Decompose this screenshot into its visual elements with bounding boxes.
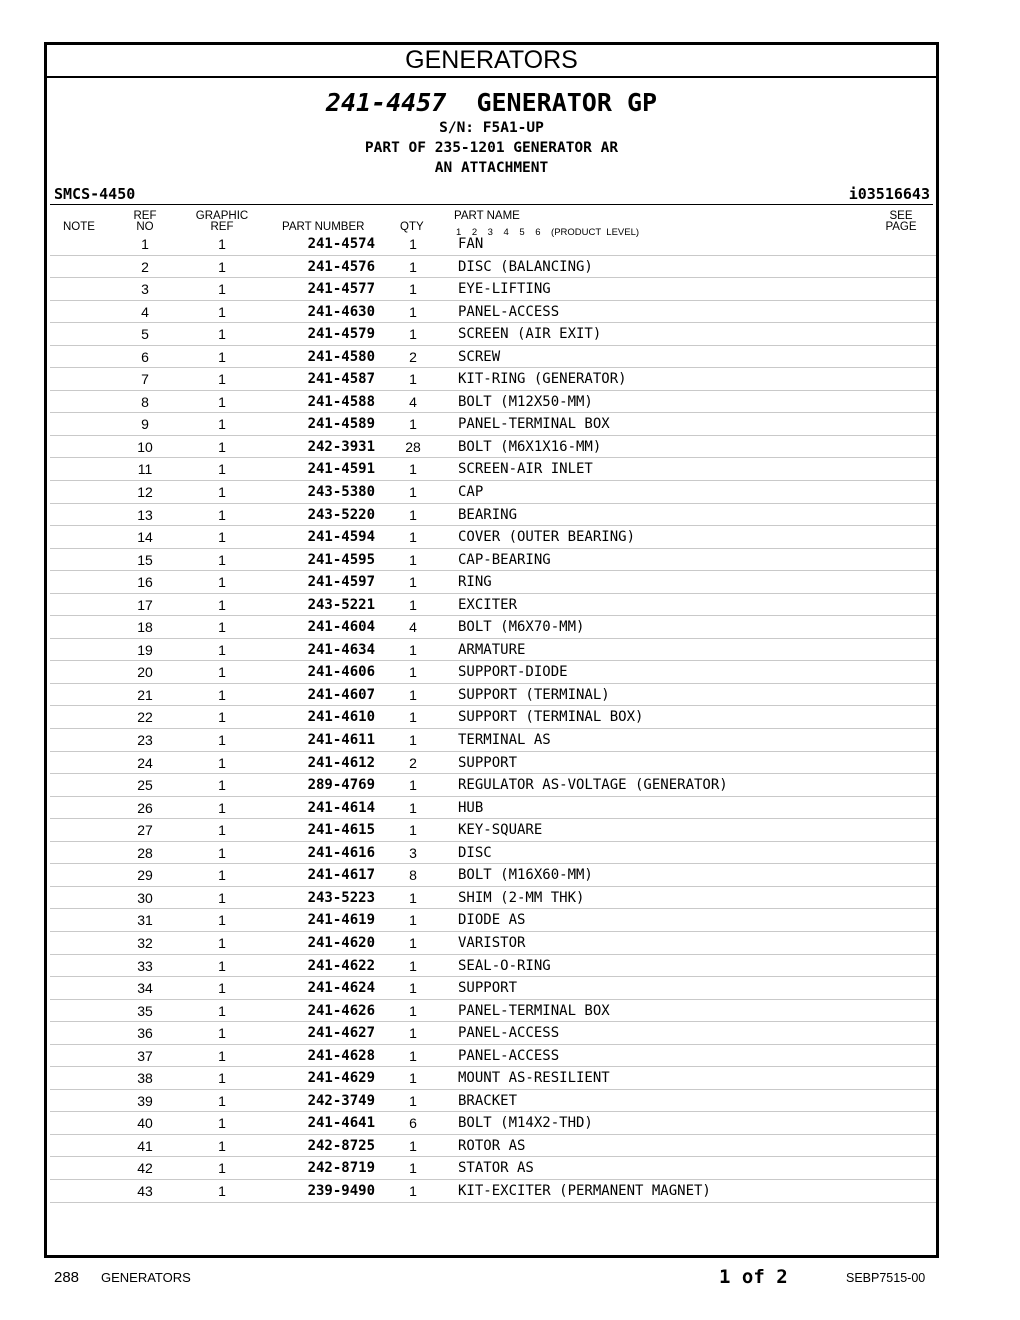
table-row <box>50 1180 936 1203</box>
part-number-link[interactable]: 241-4589 <box>307 416 375 433</box>
quantity: 1 <box>409 1070 417 1087</box>
graphic-ref: 1 <box>218 1002 226 1019</box>
part-number-link[interactable]: 241-4597 <box>307 574 375 591</box>
part-number-link[interactable]: 241-4617 <box>307 867 375 884</box>
ref-no: 18 <box>137 619 153 636</box>
ref-no: 3 <box>141 281 149 298</box>
quantity: 1 <box>409 1047 417 1064</box>
part-number-link[interactable]: 241-4620 <box>307 934 375 951</box>
footer-doc-id: SEBP7515-00 <box>846 1271 926 1285</box>
graphic-ref: 1 <box>218 664 226 681</box>
table-row <box>50 864 936 887</box>
table-row <box>50 323 936 346</box>
graphic-ref: 1 <box>218 281 226 298</box>
part-number-link[interactable]: 241-4576 <box>307 258 375 275</box>
table-row <box>50 346 936 369</box>
ref-no: 25 <box>137 777 153 794</box>
table-row <box>50 526 936 549</box>
table-row <box>50 1157 936 1180</box>
table-row <box>50 842 936 865</box>
quantity: 1 <box>409 822 417 839</box>
graphic-ref: 1 <box>218 371 226 388</box>
quantity: 1 <box>409 596 417 613</box>
quantity: 1 <box>409 236 417 252</box>
part-name: KEY-SQUARE <box>458 822 543 839</box>
ref-no: 21 <box>137 686 153 703</box>
graphic-ref: 1 <box>218 732 226 749</box>
table-row <box>50 571 936 594</box>
part-name: BOLT (M6X1X16-MM) <box>458 438 602 455</box>
quantity: 1 <box>409 980 417 997</box>
quantity: 1 <box>409 1025 417 1042</box>
part-name: PANEL-ACCESS <box>458 303 560 320</box>
part-number-link[interactable]: 241-4604 <box>307 619 375 636</box>
col-graphic-top: GRAPHIC <box>195 210 249 222</box>
part-name: BOLT (M6X70-MM) <box>458 619 585 636</box>
part-number-link[interactable]: 241-4574 <box>307 236 375 252</box>
part-number-link[interactable]: 241-4580 <box>307 348 375 365</box>
quantity: 1 <box>409 799 417 816</box>
graphic-ref: 1 <box>218 822 226 839</box>
quantity: 1 <box>409 709 417 726</box>
part-name: REGULATOR AS-VOLTAGE (GENERATOR) <box>458 777 728 794</box>
ref-no: 2 <box>141 258 149 275</box>
ref-no: 34 <box>137 980 153 997</box>
graphic-ref: 1 <box>218 777 226 794</box>
part-number-link[interactable]: 241-4611 <box>307 732 375 749</box>
quantity: 1 <box>409 889 417 906</box>
table-row <box>50 481 936 504</box>
quantity: 1 <box>409 777 417 794</box>
quantity: 1 <box>409 574 417 591</box>
part-name: DIODE AS <box>458 912 526 929</box>
ref-no: 9 <box>141 416 149 433</box>
part-number-link[interactable]: 241-4619 <box>307 912 375 929</box>
part-number-link[interactable]: 241-4628 <box>307 1047 375 1064</box>
col-ref-no <box>130 211 160 233</box>
quantity: 1 <box>409 664 417 681</box>
graphic-ref: 1 <box>218 393 226 410</box>
graphic-ref: 1 <box>218 1092 226 1109</box>
part-number-link[interactable]: 241-4577 <box>307 281 375 298</box>
quantity: 1 <box>409 551 417 568</box>
ref-no: 13 <box>137 506 153 523</box>
graphic-ref: 1 <box>218 596 226 613</box>
table-row <box>50 639 936 662</box>
part-name: SUPPORT <box>458 980 518 997</box>
ref-no: 40 <box>137 1115 153 1132</box>
part-number-link[interactable]: 241-4579 <box>307 326 375 343</box>
table-row <box>50 1112 936 1135</box>
graphic-ref: 1 <box>218 438 226 455</box>
group-part-number[interactable]: 241-4457 <box>325 88 447 117</box>
table-row <box>50 1000 936 1023</box>
quantity: 1 <box>409 371 417 388</box>
quantity: 1 <box>409 484 417 501</box>
footer-page-number: 288 <box>54 1269 80 1286</box>
part-name: MOUNT AS-RESILIENT <box>458 1070 610 1087</box>
graphic-ref: 1 <box>218 709 226 726</box>
part-name: EYE-LIFTING <box>458 281 551 298</box>
graphic-ref: 1 <box>218 1182 226 1199</box>
ref-no: 35 <box>137 1002 153 1019</box>
col-part-name: PART NAME <box>454 210 520 222</box>
ref-no: 20 <box>137 664 153 681</box>
col-ref-top: REF <box>133 210 157 222</box>
graphic-ref: 1 <box>218 529 226 546</box>
graphic-ref: 1 <box>218 348 226 365</box>
part-name: PANEL-ACCESS <box>458 1025 560 1042</box>
table-row <box>50 977 936 1000</box>
graphic-ref: 1 <box>218 236 226 252</box>
ref-no: 29 <box>137 867 153 884</box>
part-name: SCREEN-AIR INLET <box>458 461 593 478</box>
ref-no: 39 <box>137 1092 153 1109</box>
col-see-page <box>883 211 919 233</box>
quantity: 1 <box>409 258 417 275</box>
part-number-link[interactable]: 241-4591 <box>307 461 375 478</box>
part-number-link[interactable]: 242-8725 <box>307 1137 375 1154</box>
part-name: VARISTOR <box>458 934 526 951</box>
graphic-ref: 1 <box>218 686 226 703</box>
col-ref-bottom: NO <box>136 221 154 233</box>
graphic-ref: 1 <box>218 326 226 343</box>
footer-page-of: 1 of 2 <box>719 1266 788 1288</box>
table-row <box>50 819 936 842</box>
graphic-ref: 1 <box>218 1160 226 1177</box>
part-name: SUPPORT (TERMINAL BOX) <box>458 709 644 726</box>
table-row <box>50 391 936 414</box>
part-number-link[interactable]: 241-4594 <box>307 529 375 546</box>
table-row <box>50 278 936 301</box>
part-number-link[interactable]: 241-4615 <box>307 822 375 839</box>
graphic-ref: 1 <box>218 980 226 997</box>
part-name: SCREW <box>458 348 501 365</box>
quantity: 3 <box>409 844 417 861</box>
table-row <box>50 413 936 436</box>
graphic-ref: 1 <box>218 1025 226 1042</box>
group-name: GENERATOR GP <box>476 88 658 117</box>
part-name: BEARING <box>458 506 518 523</box>
ref-no: 27 <box>137 822 153 839</box>
part-name: STATOR AS <box>458 1160 534 1177</box>
table-row <box>50 1022 936 1045</box>
part-number-link[interactable]: 241-4587 <box>307 371 375 388</box>
col-part-number: PART NUMBER <box>282 221 365 233</box>
part-number-link[interactable]: 241-4614 <box>307 799 375 816</box>
quantity: 1 <box>409 912 417 929</box>
part-name: SEAL-O-RING <box>458 957 551 974</box>
part-number-link[interactable]: 241-4630 <box>307 303 375 320</box>
smcs-code: SMCS-4450 <box>54 185 136 203</box>
part-name: ARMATURE <box>458 641 526 658</box>
part-name: COVER (OUTER BEARING) <box>458 529 636 546</box>
table-row <box>50 256 936 279</box>
table-row <box>50 458 936 481</box>
graphic-ref: 1 <box>218 551 226 568</box>
table-row <box>50 233 936 256</box>
table-row <box>50 549 936 572</box>
quantity: 1 <box>409 957 417 974</box>
part-name: BOLT (M12X50-MM) <box>458 393 593 410</box>
table-row <box>50 955 936 978</box>
footer-section: GENERATORS <box>101 1270 191 1285</box>
part-name: DISC <box>458 844 492 861</box>
part-number-link[interactable]: 242-3931 <box>307 438 375 455</box>
part-number-link[interactable]: 241-4622 <box>307 957 375 974</box>
quantity: 1 <box>409 641 417 658</box>
table-row <box>50 594 936 617</box>
part-number-link[interactable]: 241-4641 <box>307 1115 375 1132</box>
col-graphic-ref <box>192 211 252 233</box>
graphic-ref: 1 <box>218 754 226 771</box>
graphic-ref: 1 <box>218 799 226 816</box>
graphic-ref: 1 <box>218 258 226 275</box>
quantity: 1 <box>409 1092 417 1109</box>
graphic-ref: 1 <box>218 1137 226 1154</box>
quantity: 1 <box>409 303 417 320</box>
table-row <box>50 368 936 391</box>
attachment-line: AN ATTACHMENT <box>434 160 549 176</box>
part-number-link[interactable]: 241-4612 <box>307 754 375 771</box>
graphic-ref: 1 <box>218 1115 226 1132</box>
part-number-link[interactable]: 241-4624 <box>307 980 375 997</box>
quantity: 1 <box>409 1182 417 1199</box>
part-name: BOLT (M16X60-MM) <box>458 867 593 884</box>
part-name: KIT-EXCITER (PERMANENT MAGNET) <box>458 1182 711 1199</box>
part-number-link[interactable]: 241-4610 <box>307 709 375 726</box>
quantity: 1 <box>409 506 417 523</box>
graphic-ref: 1 <box>218 934 226 951</box>
ref-no: 16 <box>137 574 153 591</box>
part-number-link[interactable]: 289-4769 <box>307 777 375 794</box>
table-row <box>50 504 936 527</box>
part-number-link[interactable]: 243-5221 <box>307 596 375 613</box>
ref-no: 12 <box>137 484 153 501</box>
illustration-id: i03516643 <box>848 185 930 203</box>
part-name: SUPPORT <box>458 754 518 771</box>
part-name: SUPPORT-DIODE <box>458 664 568 681</box>
part-number-link[interactable]: 239-9490 <box>307 1182 375 1199</box>
ref-no: 37 <box>137 1047 153 1064</box>
part-number-link[interactable]: 241-4626 <box>307 1002 375 1019</box>
quantity: 6 <box>409 1115 417 1132</box>
quantity: 1 <box>409 1137 417 1154</box>
part-number-link[interactable]: 242-3749 <box>307 1092 375 1109</box>
col-note: NOTE <box>63 221 95 233</box>
quantity: 2 <box>409 348 417 365</box>
ref-no: 17 <box>137 596 153 613</box>
part-number-link[interactable]: 241-4607 <box>307 686 375 703</box>
ref-no: 19 <box>137 641 153 658</box>
part-name: SUPPORT (TERMINAL) <box>458 686 610 703</box>
ref-no: 28 <box>137 844 153 861</box>
table-row <box>50 706 936 729</box>
graphic-ref: 1 <box>218 889 226 906</box>
graphic-ref: 1 <box>218 619 226 636</box>
graphic-ref: 1 <box>218 416 226 433</box>
table-row <box>50 436 936 459</box>
ref-no: 43 <box>137 1182 153 1199</box>
table-row <box>50 752 936 775</box>
graphic-ref: 1 <box>218 1047 226 1064</box>
ref-no: 14 <box>137 529 153 546</box>
part-name: ROTOR AS <box>458 1137 526 1154</box>
table-row <box>50 661 936 684</box>
serial-range: S/N: F5A1-UP <box>439 120 544 136</box>
part-name: SCREEN (AIR EXIT) <box>458 326 602 343</box>
part-of-line: PART OF 235-1201 GENERATOR AR <box>364 140 619 156</box>
parts-table <box>50 233 936 1203</box>
ref-no: 30 <box>137 889 153 906</box>
part-number-link[interactable]: 241-4627 <box>307 1025 375 1042</box>
part-name: CAP-BEARING <box>458 551 551 568</box>
graphic-ref: 1 <box>218 867 226 884</box>
part-name: KIT-RING (GENERATOR) <box>458 371 627 388</box>
part-name: FAN <box>458 236 484 252</box>
table-row <box>50 684 936 707</box>
ref-no: 41 <box>137 1137 153 1154</box>
ref-no: 38 <box>137 1070 153 1087</box>
ref-no: 32 <box>137 934 153 951</box>
ref-no: 33 <box>137 957 153 974</box>
group-title <box>47 88 936 117</box>
quantity: 1 <box>409 416 417 433</box>
table-row <box>50 616 936 639</box>
graphic-ref: 1 <box>218 484 226 501</box>
quantity: 1 <box>409 461 417 478</box>
col-see-top: SEE <box>889 210 913 222</box>
graphic-ref: 1 <box>218 574 226 591</box>
part-number-link[interactable]: 241-4629 <box>307 1070 375 1087</box>
col-see-bottom: PAGE <box>885 221 917 233</box>
ref-no: 26 <box>137 799 153 816</box>
quantity: 1 <box>409 281 417 298</box>
graphic-ref: 1 <box>218 1070 226 1087</box>
part-number-link[interactable]: 241-4606 <box>307 664 375 681</box>
part-name: PANEL-TERMINAL BOX <box>458 416 610 433</box>
ref-no: 23 <box>137 732 153 749</box>
quantity: 8 <box>409 867 417 884</box>
table-row <box>50 1090 936 1113</box>
col-product-levels: 1 2 3 4 5 6 (PRODUCT LEVEL) <box>456 227 640 238</box>
header-divider <box>50 204 933 205</box>
part-name: RING <box>458 574 492 591</box>
ref-no: 1 <box>141 236 149 252</box>
table-row <box>50 774 936 797</box>
table-row <box>50 301 936 324</box>
quantity: 1 <box>409 686 417 703</box>
ref-no: 11 <box>137 461 153 478</box>
ref-no: 24 <box>137 754 153 771</box>
ref-no: 22 <box>137 709 153 726</box>
graphic-ref: 1 <box>218 957 226 974</box>
quantity: 1 <box>409 732 417 749</box>
part-name: PANEL-ACCESS <box>458 1047 560 1064</box>
graphic-ref: 1 <box>218 461 226 478</box>
part-name: SHIM (2-MM THK) <box>458 889 585 906</box>
part-number-link[interactable]: 241-4634 <box>307 641 375 658</box>
parts-list-frame <box>44 42 939 1258</box>
quantity: 2 <box>409 754 417 771</box>
table-row <box>50 1067 936 1090</box>
table-row <box>50 887 936 910</box>
quantity: 1 <box>409 326 417 343</box>
ref-no: 10 <box>137 438 153 455</box>
col-qty: QTY <box>400 221 424 233</box>
table-row <box>50 797 936 820</box>
section-title: GENERATORS <box>47 45 936 78</box>
part-name: TERMINAL AS <box>458 732 551 749</box>
graphic-ref: 1 <box>218 506 226 523</box>
ref-no: 8 <box>141 393 149 410</box>
part-number-link[interactable]: 242-8719 <box>307 1160 375 1177</box>
graphic-ref: 1 <box>218 912 226 929</box>
ref-no: 42 <box>137 1160 153 1177</box>
quantity: 1 <box>409 934 417 951</box>
part-name: DISC (BALANCING) <box>458 258 593 275</box>
ref-no: 15 <box>137 551 153 568</box>
part-number-link[interactable]: 243-5380 <box>307 484 375 501</box>
part-number-link[interactable]: 241-4588 <box>307 393 375 410</box>
quantity: 4 <box>409 393 417 410</box>
part-name: HUB <box>458 799 484 816</box>
quantity: 1 <box>409 529 417 546</box>
table-row <box>50 729 936 752</box>
table-row <box>50 1045 936 1068</box>
graphic-ref: 1 <box>218 844 226 861</box>
part-name: EXCITER <box>458 596 518 613</box>
ref-no: 5 <box>141 326 149 343</box>
group-header <box>47 78 936 203</box>
part-number-link[interactable]: 243-5223 <box>307 889 375 906</box>
quantity: 1 <box>409 1160 417 1177</box>
table-row <box>50 909 936 932</box>
ref-no: 31 <box>137 912 153 929</box>
part-number-link[interactable]: 241-4616 <box>307 844 375 861</box>
quantity: 1 <box>409 1002 417 1019</box>
part-number-link[interactable]: 241-4595 <box>307 551 375 568</box>
part-name: PANEL-TERMINAL BOX <box>458 1002 610 1019</box>
ref-no: 36 <box>137 1025 153 1042</box>
table-row <box>50 932 936 955</box>
ref-no: 6 <box>141 348 149 365</box>
graphic-ref: 1 <box>218 303 226 320</box>
part-name: CAP <box>458 484 484 501</box>
quantity: 28 <box>405 438 421 455</box>
part-name: BRACKET <box>458 1092 518 1109</box>
quantity: 4 <box>409 619 417 636</box>
graphic-ref: 1 <box>218 641 226 658</box>
col-graphic-bottom: REF <box>210 221 234 233</box>
table-row <box>50 1135 936 1158</box>
ref-no: 7 <box>141 371 149 388</box>
part-number-link[interactable]: 243-5220 <box>307 506 375 523</box>
ref-no: 4 <box>141 303 149 320</box>
part-name: BOLT (M14X2-THD) <box>458 1115 593 1132</box>
